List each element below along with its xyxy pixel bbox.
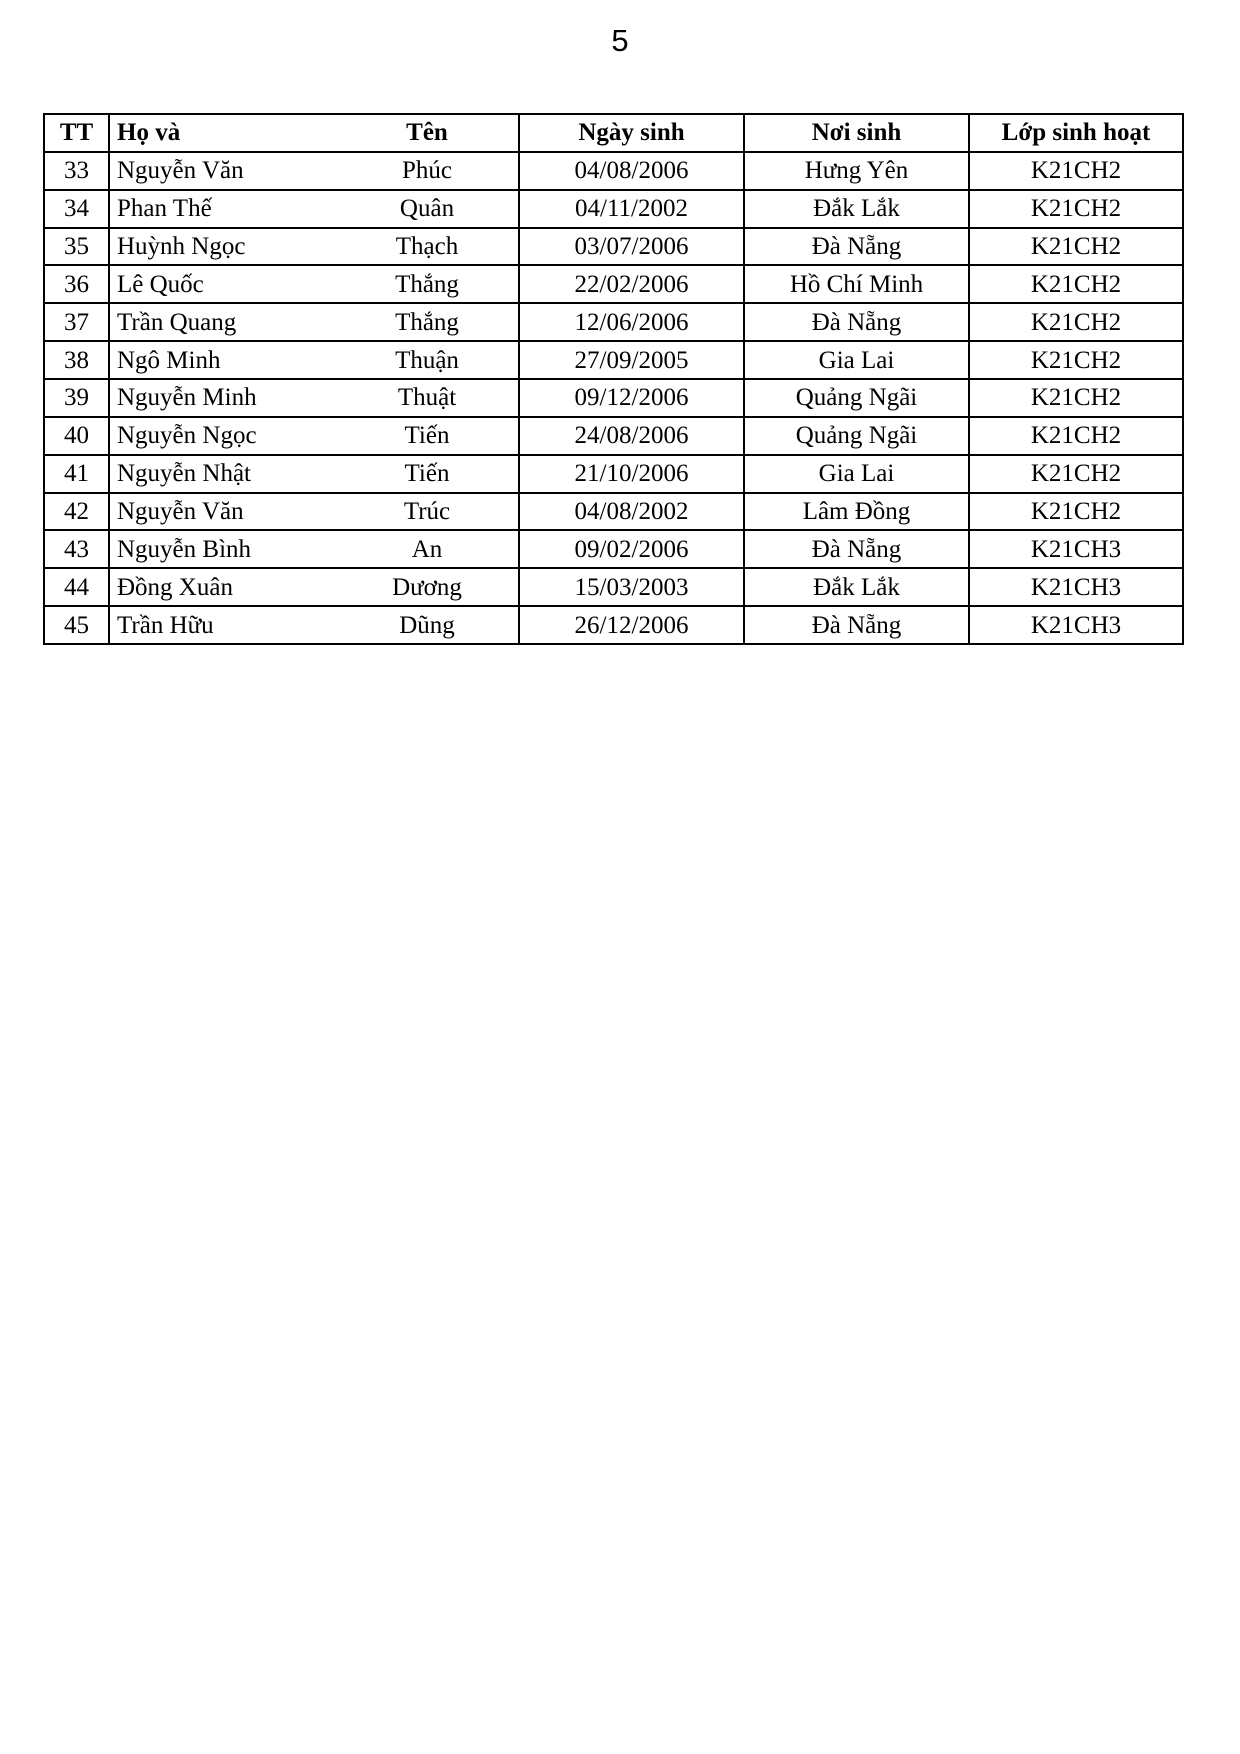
table-row bbox=[44, 379, 1183, 417]
cell-ten: Tiến bbox=[336, 417, 519, 455]
cell-noi-sinh: Đà Nẵng bbox=[744, 530, 969, 568]
cell-ten: Dũng bbox=[336, 606, 519, 644]
cell-noi-sinh: Quảng Ngãi bbox=[744, 379, 969, 417]
cell-tt: 45 bbox=[44, 606, 109, 644]
cell-ho: Huỳnh Ngọc bbox=[109, 228, 336, 266]
cell-lop: K21CH2 bbox=[969, 455, 1183, 493]
cell-ten: Tiến bbox=[336, 455, 519, 493]
cell-tt: 43 bbox=[44, 530, 109, 568]
cell-ten: An bbox=[336, 530, 519, 568]
student-table-header bbox=[44, 114, 1183, 152]
cell-noi-sinh: Đắk Lắk bbox=[744, 190, 969, 228]
cell-ho: Lê Quốc bbox=[109, 265, 336, 303]
cell-ho: Trần Quang bbox=[109, 303, 336, 341]
cell-ngay-sinh: 09/12/2006 bbox=[519, 379, 744, 417]
cell-ngay-sinh: 22/02/2006 bbox=[519, 265, 744, 303]
student-table bbox=[43, 113, 1184, 645]
header-ngay-sinh: Ngày sinh bbox=[519, 114, 744, 152]
cell-ten: Thuật bbox=[336, 379, 519, 417]
table-row bbox=[44, 493, 1183, 531]
cell-lop: K21CH3 bbox=[969, 606, 1183, 644]
cell-ho: Nguyễn Bình bbox=[109, 530, 336, 568]
table-row bbox=[44, 568, 1183, 606]
cell-tt: 37 bbox=[44, 303, 109, 341]
cell-ho: Nguyễn Minh bbox=[109, 379, 336, 417]
table-row bbox=[44, 228, 1183, 266]
cell-ho: Nguyễn Ngọc bbox=[109, 417, 336, 455]
cell-tt: 41 bbox=[44, 455, 109, 493]
table-row bbox=[44, 190, 1183, 228]
cell-ten: Phúc bbox=[336, 152, 519, 190]
cell-ngay-sinh: 04/08/2006 bbox=[519, 152, 744, 190]
cell-ho: Nguyễn Nhật bbox=[109, 455, 336, 493]
table-row bbox=[44, 606, 1183, 644]
cell-ngay-sinh: 24/08/2006 bbox=[519, 417, 744, 455]
cell-tt: 42 bbox=[44, 493, 109, 531]
cell-lop: K21CH2 bbox=[969, 228, 1183, 266]
cell-noi-sinh: Đà Nẵng bbox=[744, 606, 969, 644]
cell-ten: Thắng bbox=[336, 303, 519, 341]
cell-ngay-sinh: 21/10/2006 bbox=[519, 455, 744, 493]
cell-ho: Ngô Minh bbox=[109, 341, 336, 379]
table-row bbox=[44, 530, 1183, 568]
table-row bbox=[44, 455, 1183, 493]
table-row bbox=[44, 265, 1183, 303]
header-noi-sinh: Nơi sinh bbox=[744, 114, 969, 152]
cell-ngay-sinh: 04/08/2002 bbox=[519, 493, 744, 531]
cell-ten: Dương bbox=[336, 568, 519, 606]
cell-lop: K21CH3 bbox=[969, 530, 1183, 568]
cell-ten: Trúc bbox=[336, 493, 519, 531]
header-lop-sinh-hoat: Lớp sinh hoạt bbox=[969, 114, 1183, 152]
cell-ngay-sinh: 09/02/2006 bbox=[519, 530, 744, 568]
cell-lop: K21CH2 bbox=[969, 417, 1183, 455]
cell-noi-sinh: Lâm Đồng bbox=[744, 493, 969, 531]
cell-ho: Nguyễn Văn bbox=[109, 493, 336, 531]
cell-ho: Đồng Xuân bbox=[109, 568, 336, 606]
cell-ngay-sinh: 04/11/2002 bbox=[519, 190, 744, 228]
cell-ngay-sinh: 03/07/2006 bbox=[519, 228, 744, 266]
cell-tt: 36 bbox=[44, 265, 109, 303]
cell-lop: K21CH2 bbox=[969, 265, 1183, 303]
header-row bbox=[44, 114, 1183, 152]
table-row bbox=[44, 417, 1183, 455]
cell-tt: 38 bbox=[44, 341, 109, 379]
cell-lop: K21CH2 bbox=[969, 341, 1183, 379]
cell-ngay-sinh: 15/03/2003 bbox=[519, 568, 744, 606]
cell-ten: Quân bbox=[336, 190, 519, 228]
cell-tt: 44 bbox=[44, 568, 109, 606]
cell-lop: K21CH2 bbox=[969, 303, 1183, 341]
student-table-body bbox=[44, 152, 1183, 644]
header-ten: Tên bbox=[336, 114, 519, 152]
cell-lop: K21CH2 bbox=[969, 190, 1183, 228]
cell-lop: K21CH2 bbox=[969, 493, 1183, 531]
table-row bbox=[44, 341, 1183, 379]
cell-ten: Thắng bbox=[336, 265, 519, 303]
cell-tt: 35 bbox=[44, 228, 109, 266]
cell-lop: K21CH2 bbox=[969, 379, 1183, 417]
cell-lop: K21CH2 bbox=[969, 152, 1183, 190]
cell-ho: Phan Thế bbox=[109, 190, 336, 228]
header-tt: TT bbox=[44, 114, 109, 152]
cell-ngay-sinh: 27/09/2005 bbox=[519, 341, 744, 379]
cell-noi-sinh: Gia Lai bbox=[744, 341, 969, 379]
cell-noi-sinh: Đắk Lắk bbox=[744, 568, 969, 606]
table-row bbox=[44, 303, 1183, 341]
page-number: 5 bbox=[611, 23, 629, 58]
cell-ngay-sinh: 12/06/2006 bbox=[519, 303, 744, 341]
cell-noi-sinh: Hưng Yên bbox=[744, 152, 969, 190]
cell-ten: Thuận bbox=[336, 341, 519, 379]
cell-ho: Trần Hữu bbox=[109, 606, 336, 644]
cell-ngay-sinh: 26/12/2006 bbox=[519, 606, 744, 644]
cell-noi-sinh: Gia Lai bbox=[744, 455, 969, 493]
cell-ten: Thạch bbox=[336, 228, 519, 266]
cell-tt: 34 bbox=[44, 190, 109, 228]
cell-lop: K21CH3 bbox=[969, 568, 1183, 606]
cell-noi-sinh: Đà Nẵng bbox=[744, 228, 969, 266]
table-row bbox=[44, 152, 1183, 190]
cell-noi-sinh: Hồ Chí Minh bbox=[744, 265, 969, 303]
cell-noi-sinh: Quảng Ngãi bbox=[744, 417, 969, 455]
cell-noi-sinh: Đà Nẵng bbox=[744, 303, 969, 341]
cell-tt: 40 bbox=[44, 417, 109, 455]
cell-tt: 33 bbox=[44, 152, 109, 190]
cell-tt: 39 bbox=[44, 379, 109, 417]
cell-ho: Nguyễn Văn bbox=[109, 152, 336, 190]
header-ho-va: Họ và bbox=[109, 114, 336, 152]
